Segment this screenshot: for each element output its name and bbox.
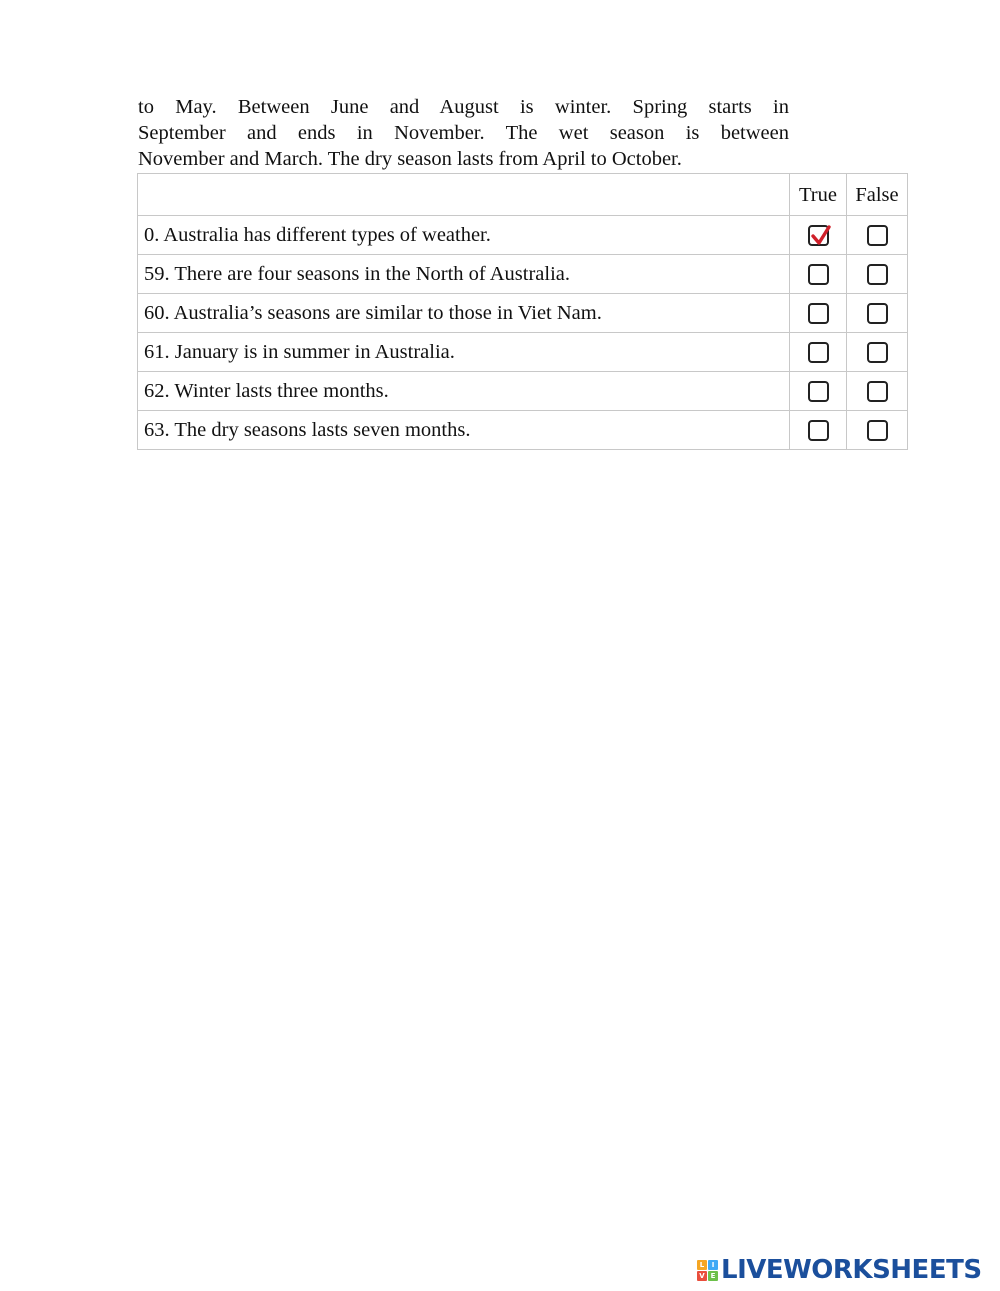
logo-tile: L [697,1260,707,1270]
table-row [138,294,908,333]
true-checkbox[interactable] [808,225,829,246]
table-row [138,333,908,372]
false-column-header: False [847,174,908,216]
true-checkbox[interactable] [808,420,829,441]
logo-tile: E [708,1271,718,1281]
statement-text: 59. There are four seasons in the North of Australia. [138,255,790,294]
true-checkbox[interactable] [808,264,829,285]
false-checkbox-cell [847,216,908,255]
table-row [138,255,908,294]
passage-line: November and March. The dry season lasts from April to October. [138,148,682,170]
false-checkbox-cell [847,411,908,450]
true-checkbox[interactable] [808,303,829,324]
reading-passage [138,94,789,172]
statement-text: 61. January is in summer in Australia. [138,333,790,372]
true-checkbox-cell [790,372,847,411]
passage-line: to May. Between June and August is winter. Spring starts in [138,96,789,118]
table-row [138,216,908,255]
true-checkbox-cell [790,411,847,450]
false-checkbox[interactable] [867,381,888,402]
table-row [138,411,908,450]
logo-text: LIVEWORKSHEETS [721,1255,982,1285]
true-checkbox[interactable] [808,342,829,363]
liveworksheets-logo-icon [697,1260,718,1281]
false-checkbox-cell [847,372,908,411]
false-checkbox-cell [847,294,908,333]
statement-header [138,174,790,216]
false-checkbox[interactable] [867,225,888,246]
statement-text: 63. The dry seasons lasts seven months. [138,411,790,450]
false-checkbox[interactable] [867,303,888,324]
liveworksheets-logo [697,1256,982,1284]
logo-tile: I [708,1260,718,1270]
true-false-table [137,173,908,450]
true-checkbox-cell [790,255,847,294]
table-header-row [138,174,908,216]
true-column-header: True [790,174,847,216]
false-checkbox[interactable] [867,342,888,363]
table-row [138,372,908,411]
statement-text: 0. Australia has different types of weather. [138,216,790,255]
false-checkbox-cell [847,333,908,372]
true-checkbox[interactable] [808,381,829,402]
logo-tile: V [697,1271,707,1281]
true-checkbox-cell [790,333,847,372]
false-checkbox-cell [847,255,908,294]
statement-text: 62. Winter lasts three months. [138,372,790,411]
false-checkbox[interactable] [867,264,888,285]
checkmark-icon [809,224,833,248]
true-checkbox-cell [790,216,847,255]
false-checkbox[interactable] [867,420,888,441]
true-checkbox-cell [790,294,847,333]
statement-text: 60. Australia’s seasons are similar to those in Viet Nam. [138,294,790,333]
passage-line: September and ends in November. The wet season is between [138,122,789,144]
